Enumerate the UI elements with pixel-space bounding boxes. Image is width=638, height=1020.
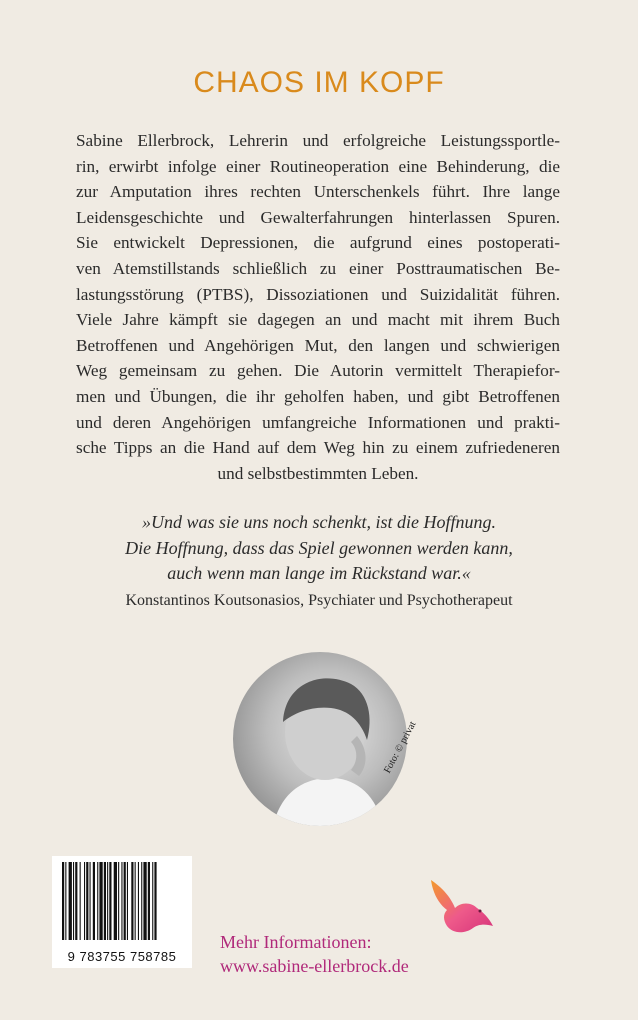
barcode: [52, 856, 192, 968]
blurb-line: Leidensgeschichte und Gewalterfahrungen hinterlassen Spuren.: [76, 207, 560, 227]
photo-credit: Foto: © privat: [382, 719, 419, 776]
quote-line: Die Hoffnung, dass das Spiel gewonnen werden kann,: [125, 537, 513, 558]
blurb-line: Weg gemeinsam zu gehen. Die Autorin vermittelt Therapiefor-: [76, 361, 560, 381]
book-title: CHAOS IM KOPF: [193, 66, 445, 99]
blurb-line: ven Atemstillstands schließlich zu einer Posttraumatischen Be-: [76, 258, 560, 278]
bird-logo-icon: [425, 878, 495, 938]
blurb-line: men und Übungen, die ihr geholfen haben, und gibt Betroffenen: [76, 386, 560, 406]
blurb-line: sche Tipps an die Hand auf dem Weg hin zu einem zufriedeneren: [76, 438, 560, 458]
website-link[interactable]: www.sabine-ellerbrock.de: [220, 956, 409, 976]
blurb-line: rin, erwirbt infolge einer Routineoperation eine Behinderung, die: [76, 156, 560, 176]
quote-line: »Und was sie uns noch schenkt, ist die Hoffnung.: [142, 512, 496, 532]
quote: [60, 510, 578, 587]
isbn-number: 9 783755 758785: [67, 949, 177, 964]
blurb-line: zur Amputation ihres rechten Unterschenkels führt. Ihre lange: [76, 182, 560, 202]
author-photo: [233, 652, 407, 826]
blurb-line: und selbstbestimmten Leben.: [217, 463, 419, 483]
author-portrait-icon: [233, 652, 407, 826]
blurb-line: Betroffenen und Angehörigen Mut, den langen und schwierigen: [76, 335, 560, 355]
more-info-label: Mehr Informationen:: [220, 932, 372, 952]
blurb-text: [76, 128, 560, 486]
barcode-bars: [52, 856, 192, 944]
blurb-line: Sabine Ellerbrock, Lehrerin und erfolgreiche Leistungssportle-: [76, 131, 560, 150]
blurb-line: lastungsstörung (PTBS), Dissoziationen und Suizidalität führen.: [76, 284, 560, 304]
more-info: [220, 930, 409, 978]
blurb-line: Viele Jahre kämpft sie dagegen an und macht mit ihrem Buch: [76, 310, 560, 330]
quote-attribution: Konstantinos Koutsonasios, Psychiater und Psychotherapeut: [125, 592, 513, 609]
quote-line: auch wenn man lange im Rückstand war.«: [167, 563, 471, 583]
blurb-line: Sie entwickelt Depressionen, die aufgrund eines postoperati-: [76, 233, 560, 253]
blurb-line: und deren Angehörigen umfangreiche Informationen und prakti-: [76, 412, 560, 432]
